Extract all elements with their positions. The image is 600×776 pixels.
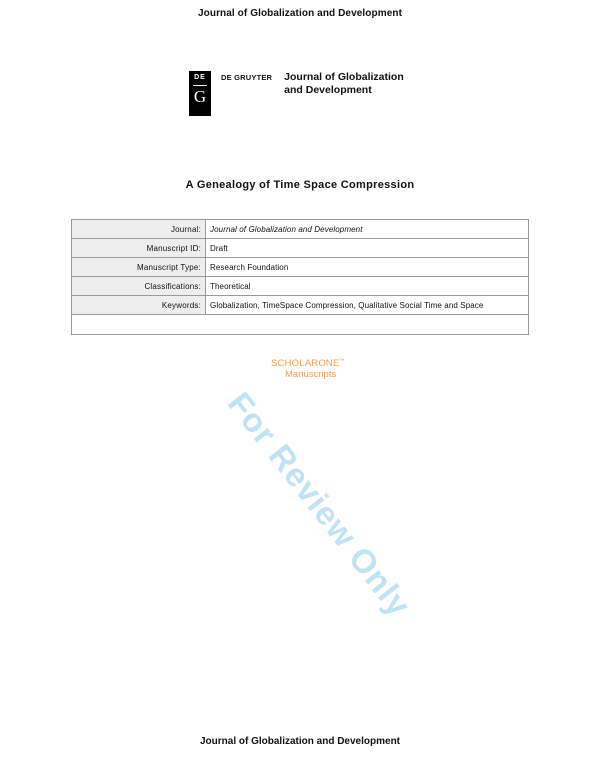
publisher-block (189, 71, 424, 116)
journal-name (284, 71, 424, 97)
scholarone-logo (271, 356, 371, 380)
logo-g-text: G (193, 87, 207, 106)
table-row-empty (72, 315, 529, 335)
row-value-keywords: Globalization, TimeSpace Compression, Qualitative Social Time and Space (206, 296, 529, 315)
empty-cell (72, 315, 529, 335)
de-gruyter-logo (189, 71, 211, 116)
row-label-keywords: Keywords: (72, 296, 206, 315)
trademark-symbol: ™ (339, 358, 345, 364)
scholarone-product: Manuscripts (285, 369, 337, 381)
running-header: Journal of Globalization and Development (197, 8, 403, 19)
row-value-manuscript-type: Research Foundation (206, 258, 529, 277)
table-row (72, 239, 529, 258)
row-value-classifications: Theoretical (206, 277, 529, 296)
publisher-name: DE GRUYTER (221, 73, 273, 82)
table-row (72, 258, 529, 277)
table-row (72, 296, 529, 315)
scholarone-brand-line (271, 356, 371, 369)
row-label-manuscript-id: Manuscript ID: (72, 239, 206, 258)
table-row (72, 277, 529, 296)
manuscript-metadata-table (71, 219, 529, 335)
journal-name-line-1: Journal of Globalization (284, 71, 404, 83)
paper-title: A Genealogy of Time Space Compression (185, 179, 415, 191)
logo-rule (193, 85, 207, 86)
row-value-journal: Journal of Globalization and Development (206, 220, 529, 239)
row-label-journal: Journal: (72, 220, 206, 239)
running-footer: Journal of Globalization and Development (199, 736, 401, 747)
row-value-manuscript-id: Draft (206, 239, 529, 258)
table-row (72, 220, 529, 239)
row-label-classifications: Classifications: (72, 277, 206, 296)
row-label-manuscript-type: Manuscript Type: (72, 258, 206, 277)
review-watermark: For Review Only (220, 385, 419, 624)
scholarone-brand: SCHOLARONE (271, 358, 340, 370)
logo-de-text: DE (194, 74, 206, 81)
journal-name-line-2: and Development (284, 84, 372, 96)
